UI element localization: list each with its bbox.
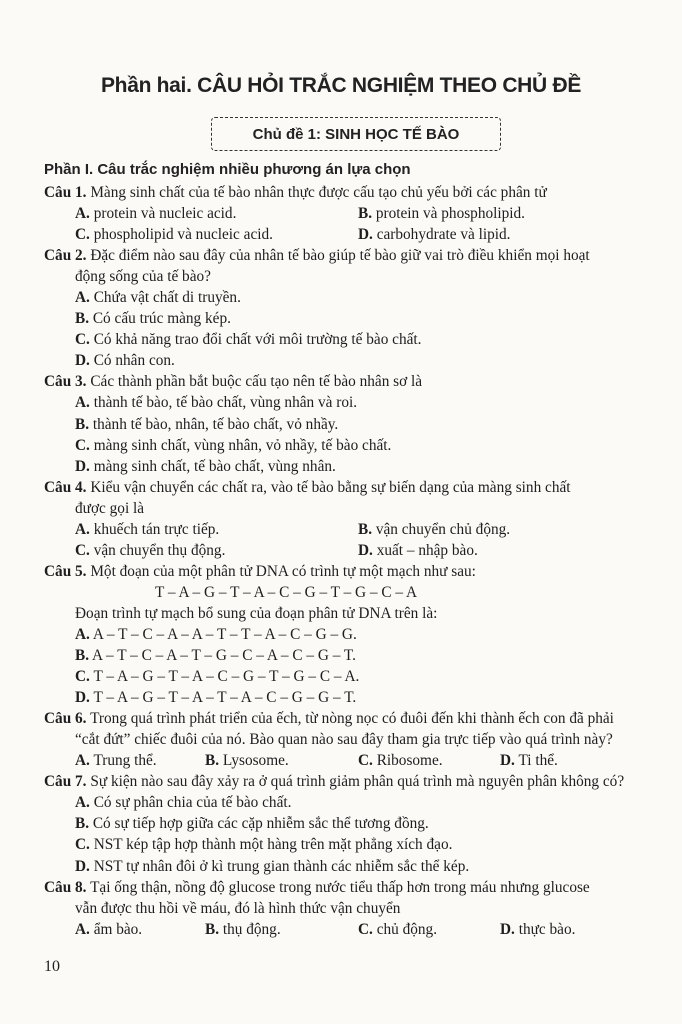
question-text: Các thành phần bắt buộc cấu tạo nên tế bào nhân sơ là	[90, 373, 423, 391]
question-list	[44, 182, 664, 940]
options-row	[44, 435, 664, 456]
section-heading: Phần I. Câu trắc nghiệm nhiều phương án lựa chọn	[44, 161, 411, 178]
option-letter: C.	[75, 331, 90, 349]
answer-option	[500, 919, 575, 940]
question-text: Kiểu vận chuyển các chất ra, vào tế bào bằng sự biến dạng của màng sinh chất	[90, 478, 571, 496]
answer-option	[75, 458, 336, 475]
answer-option	[75, 750, 157, 771]
option-text: protein và phospholipid.	[375, 205, 525, 223]
question-text-line	[44, 561, 664, 582]
option-letter: A.	[75, 205, 90, 223]
question	[44, 182, 664, 245]
options-row	[44, 224, 664, 245]
answer-option	[75, 668, 359, 685]
question-label: Câu 1.	[44, 184, 87, 201]
option-letter: B.	[205, 920, 220, 938]
option-text: A – T – C – A – T – G – C – A – C – G – T.	[92, 647, 356, 665]
answer-option	[75, 858, 469, 875]
answer-option	[75, 519, 219, 540]
option-text: Có cấu trúc màng kép.	[92, 310, 231, 328]
option-text: phospholipid và nucleic acid.	[93, 226, 273, 244]
answer-option	[358, 750, 443, 771]
answer-option	[205, 750, 289, 771]
option-text: T – A – G – T – A – C – G – T – G – C – A.	[93, 668, 360, 686]
answer-option	[75, 647, 356, 664]
answer-option	[75, 689, 356, 706]
dna-sequence: T – A – G – T – A – C – G – T – G – C – A	[155, 583, 418, 601]
answer-option	[75, 289, 241, 306]
option-letter: B.	[75, 647, 90, 665]
option-letter: C.	[75, 836, 90, 854]
option-text: NST tự nhân đôi ở kì trung gian thành các nhiễm sắc thể kép.	[93, 857, 470, 875]
options-row	[44, 624, 664, 645]
question	[44, 877, 664, 940]
question-text: được gọi là	[75, 499, 145, 517]
question-text: Tại ống thận, nồng độ glucose trong nước tiểu thấp hơn trong máu nhưng glucose	[90, 878, 590, 896]
answer-option	[75, 331, 421, 348]
question-text: Trong quá trình phát triển của ếch, từ nòng nọc có đuôi đến khi thành ếch con đã phải	[90, 710, 614, 728]
option-letter: B.	[75, 415, 90, 433]
option-letter: D.	[358, 226, 373, 244]
question-text: Một đoạn của một phân tử DNA có trình tự một mạch như sau:	[90, 562, 476, 580]
question-label: Câu 4.	[44, 478, 87, 496]
answer-option	[75, 437, 391, 454]
question-label: Câu 3.	[44, 373, 87, 391]
page-title: Phần hai. CÂU HỎI TRẮC NGHIỆM THEO CHỦ ĐỀ	[100, 74, 582, 97]
answer-option	[205, 919, 281, 940]
question-text: động sống của tế bào?	[75, 268, 211, 286]
option-text: vận chuyển chủ động.	[375, 520, 511, 538]
option-letter: A.	[75, 752, 90, 770]
option-text: thực bào.	[518, 920, 576, 938]
answer-option	[75, 836, 452, 853]
question	[44, 371, 664, 476]
question	[44, 477, 664, 561]
options-row	[44, 834, 664, 855]
option-letter: B.	[75, 310, 90, 328]
question-label: Câu 2.	[44, 247, 87, 265]
option-letter: B.	[205, 752, 220, 770]
question-text: “cắt đứt” chiếc đuôi của nó. Bào quan nào sau đây tham gia trực tiếp vào quá trình này?	[75, 731, 613, 749]
options-row	[44, 792, 664, 813]
option-letter: D.	[75, 352, 90, 370]
question-text-line	[44, 708, 664, 729]
options-row	[44, 287, 664, 308]
option-text: Có khả năng trao đổi chất với môi trường tế bào chất.	[93, 331, 422, 349]
option-text: Ribosome.	[376, 752, 443, 770]
options-row	[44, 540, 664, 561]
option-letter: A.	[75, 289, 90, 307]
topic-heading: Chủ đề 1: SINH HỌC TẾ BÀO	[252, 125, 460, 143]
option-letter: A.	[75, 920, 90, 938]
option-letter: D.	[500, 920, 515, 938]
topic-heading-box	[211, 117, 501, 151]
answer-option	[358, 919, 437, 940]
option-letter: C.	[75, 541, 90, 559]
question	[44, 708, 664, 771]
option-letter: C.	[358, 920, 373, 938]
option-letter: D.	[75, 689, 90, 707]
option-text: Chứa vật chất di truyền.	[93, 289, 241, 307]
option-text: Lysosome.	[222, 752, 289, 770]
answer-option	[358, 203, 525, 224]
option-text: xuất – nhập bào.	[376, 541, 478, 559]
answer-option	[75, 224, 273, 245]
question-text-line	[44, 371, 664, 392]
option-letter: B.	[358, 520, 373, 538]
option-text: Có sự phân chia của tế bào chất.	[93, 794, 292, 812]
option-text: ẩm bào.	[93, 920, 143, 938]
option-text: Có nhân con.	[93, 352, 175, 370]
option-text: T – A – G – T – A – T – A – C – G – G – T.	[93, 689, 357, 707]
answer-option	[75, 626, 357, 643]
question-text-line	[44, 245, 664, 266]
answer-option	[75, 919, 142, 940]
answer-option	[75, 416, 338, 433]
answer-option	[75, 815, 429, 832]
option-text: A – T – C – A – A – T – T – A – C – G – G.	[92, 625, 357, 643]
option-letter: A.	[75, 794, 90, 812]
answer-option	[75, 203, 236, 224]
question	[44, 245, 664, 371]
answer-option	[75, 540, 225, 561]
option-text: Ti thể.	[518, 752, 558, 770]
option-letter: C.	[75, 226, 90, 244]
question-text-line	[44, 182, 664, 203]
option-letter: B.	[75, 815, 90, 833]
option-letter: D.	[75, 857, 90, 875]
options-row	[44, 666, 664, 687]
option-letter: C.	[358, 752, 373, 770]
question-text-line	[44, 898, 664, 919]
option-text: carbohydrate và lipid.	[376, 226, 511, 244]
question-label: Câu 8.	[44, 878, 87, 896]
options-row	[44, 519, 664, 540]
option-letter: C.	[75, 436, 90, 454]
option-text: protein và nucleic acid.	[93, 205, 237, 223]
option-text: Trung thể.	[93, 752, 157, 770]
options-row	[44, 750, 664, 771]
question-subtext: Đoạn trình tự mạch bổ sung của đoạn phân tử DNA trên là:	[75, 604, 438, 622]
options-row	[44, 687, 664, 708]
option-letter: A.	[75, 394, 90, 412]
options-row	[44, 856, 664, 877]
options-row	[44, 203, 664, 224]
question	[44, 561, 664, 708]
option-text: Có sự tiếp hợp giữa các cặp nhiễm sắc thể tương đồng.	[92, 815, 429, 833]
answer-option	[358, 224, 511, 245]
question-text-line	[44, 729, 664, 750]
option-letter: D.	[75, 457, 90, 475]
option-letter: A.	[75, 520, 90, 538]
option-text: vận chuyển thụ động.	[93, 541, 226, 559]
option-text: thành tế bào, nhân, tế bào chất, vỏ nhầy.	[92, 415, 339, 433]
question	[44, 771, 664, 876]
question-text-line	[44, 498, 664, 519]
option-text: chủ động.	[376, 920, 438, 938]
options-row	[44, 919, 664, 940]
question-text: vẫn được thu hồi về máu, đó là hình thức vận chuyển	[75, 899, 401, 917]
options-row	[44, 456, 664, 477]
answer-option	[75, 310, 231, 327]
option-text: màng sinh chất, vùng nhân, vỏ nhầy, tế bào chất.	[93, 436, 392, 454]
option-text: thụ động.	[222, 920, 281, 938]
answer-option	[75, 794, 291, 811]
option-text: màng sinh chất, tế bào chất, vùng nhân.	[93, 457, 336, 475]
option-letter: A.	[75, 625, 90, 643]
question-label: Câu 5.	[44, 562, 87, 580]
options-row	[44, 414, 664, 435]
answer-option	[75, 352, 175, 369]
question-label: Câu 7.	[44, 773, 87, 791]
question-label: Câu 6.	[44, 710, 87, 728]
option-letter: D.	[358, 541, 373, 559]
options-row	[44, 645, 664, 666]
options-row	[44, 308, 664, 329]
option-text: khuếch tán trực tiếp.	[93, 520, 220, 538]
answer-option	[358, 519, 510, 540]
option-letter: C.	[75, 668, 90, 686]
question-text-line	[44, 877, 664, 898]
options-row	[44, 350, 664, 371]
option-text: NST kép tập hợp thành một hàng trên mặt phẳng xích đạo.	[93, 836, 453, 854]
page-number: 10	[44, 958, 60, 975]
answer-option	[75, 394, 357, 411]
question-text-line	[44, 477, 664, 498]
options-row	[44, 392, 664, 413]
option-text: thành tế bào, tế bào chất, vùng nhân và roi.	[93, 394, 358, 412]
question-text-line	[44, 771, 664, 792]
question-text: Màng sinh chất của tế bào nhân thực được cấu tạo chủ yếu bởi các phân tử	[90, 184, 547, 201]
option-letter: D.	[500, 752, 515, 770]
answer-option	[358, 540, 478, 561]
options-row	[44, 813, 664, 834]
question-text-line	[44, 266, 664, 287]
question-text: Đặc điểm nào sau đây của nhân tế bào giúp tế bào giữ vai trò điều khiển mọi hoạt	[90, 247, 590, 265]
question-text: Sự kiện nào sau đây xảy ra ở quá trình giảm phân quá trình mà nguyên phân không có?	[90, 773, 625, 791]
option-letter: B.	[358, 205, 373, 223]
options-row	[44, 329, 664, 350]
answer-option	[500, 750, 558, 771]
